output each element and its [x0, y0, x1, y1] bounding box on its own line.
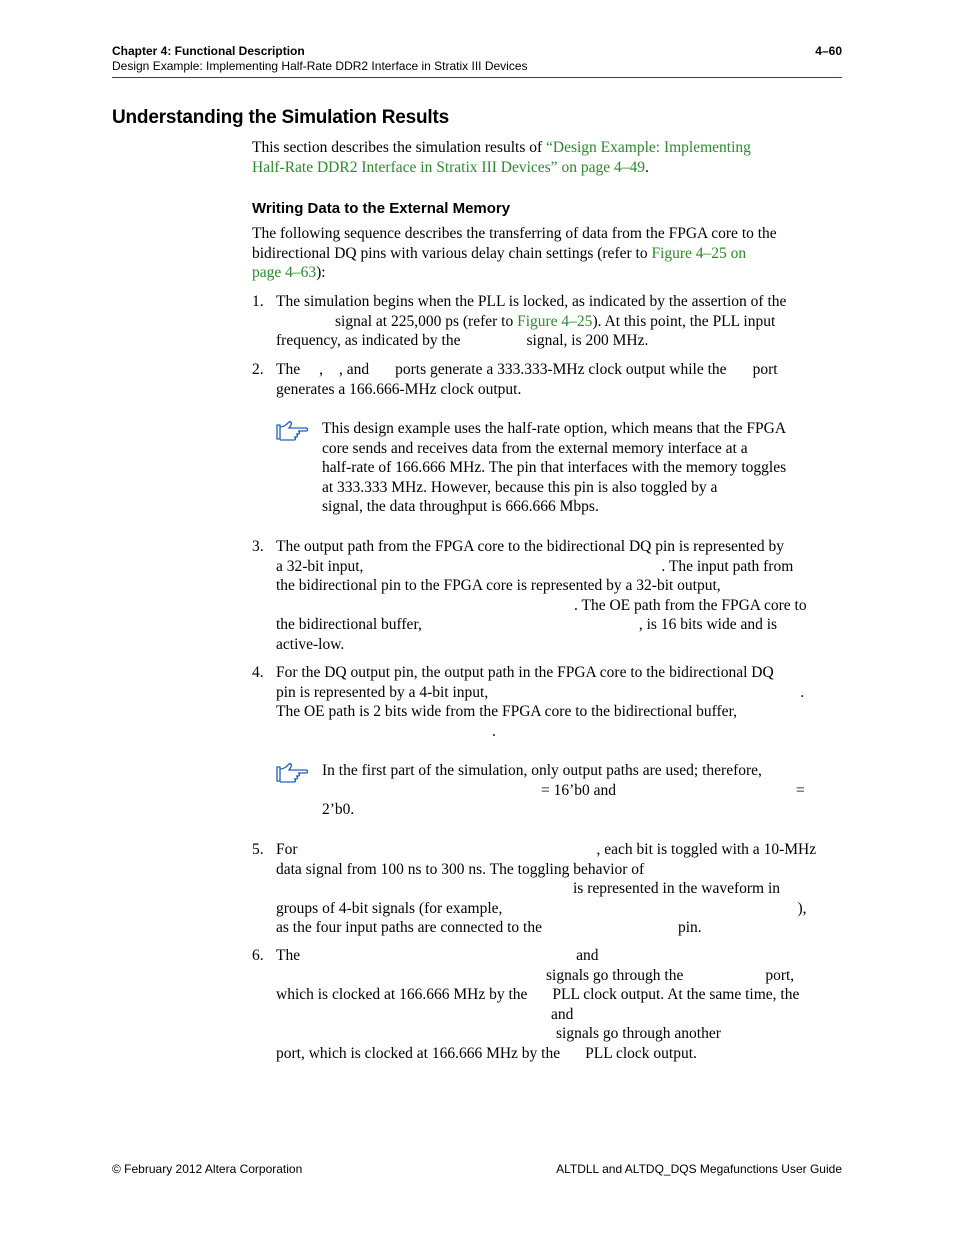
- running-header-subtitle: Design Example: Implementing Half-Rate DDR2 Interface in Stratix III Devices: [112, 59, 528, 73]
- footer-title: ALTDLL and ALTDQ_DQS Megafunctions User Guide: [556, 1162, 842, 1176]
- para-line2: bidirectional DQ pins with various delay chain settings (refer to: [252, 244, 652, 262]
- list-number: 5.: [252, 841, 264, 858]
- item-text: generates a 166.666-MHz clock output.: [276, 380, 522, 398]
- item-text: For the DQ output pin, the output path in the FPGA core to the bidirectional DQ: [276, 664, 774, 681]
- item-text: active-low.: [276, 635, 345, 653]
- item-text: and: [551, 1005, 574, 1023]
- item-text: PLL clock output.: [585, 1044, 697, 1062]
- list-number: 6.: [252, 947, 264, 964]
- list-number: 4.: [252, 664, 264, 681]
- item-text: PLL clock output. At the same time, the: [552, 986, 800, 1004]
- item-text: as the four input paths are connected to the: [276, 919, 542, 937]
- item-text: the bidirectional pin to the FPGA core is represented by a 32-bit output,: [276, 577, 721, 595]
- item-text: pin.: [678, 919, 702, 937]
- item-text: .: [800, 683, 805, 701]
- figure-link[interactable]: Figure 4–25 on: [651, 244, 747, 262]
- item-text: signal, is 200 MHz.: [526, 332, 649, 350]
- note-text: signal, the data throughput is 666.666 Mbps.: [322, 498, 599, 516]
- sequence-paragraph: [252, 224, 842, 283]
- note-text: = 16’b0 and: [541, 781, 617, 799]
- item-text: a 32-bit input,: [276, 557, 364, 575]
- item-text: pin is represented by a 4-bit input,: [276, 683, 489, 701]
- item-text: . The input path from: [661, 557, 794, 575]
- item-text: which is clocked at 166.666 MHz by the: [276, 986, 528, 1004]
- item-text: ),: [797, 899, 807, 917]
- item-text: ports generate a 333.333-MHz clock output while the: [395, 361, 727, 378]
- item-text: The output path from the FPGA core to the bidirectional DQ pin is represented by: [276, 538, 784, 555]
- item-text: . The OE path from the FPGA core to: [574, 596, 807, 614]
- item-text: , and: [338, 361, 370, 378]
- header-rule: [112, 77, 842, 78]
- intro-end: .: [644, 158, 649, 176]
- list-item: [276, 360, 842, 399]
- item-text: is represented in the waveform in: [573, 880, 781, 898]
- page-number: 4–60: [815, 44, 842, 58]
- item-text: frequency, as indicated by the: [276, 332, 461, 350]
- item-text: , is 16 bits wide and is: [638, 616, 778, 634]
- subsection-title: Writing Data to the External Memory: [252, 200, 511, 217]
- page-link[interactable]: page 4–63: [252, 264, 317, 282]
- list-number: 2.: [252, 361, 264, 378]
- note-block: [322, 761, 842, 820]
- note-text: This design example uses the half-rate option, which means that the FPGA: [322, 420, 787, 437]
- item-text: signals go through the: [546, 966, 684, 984]
- list-item: [276, 840, 842, 938]
- item-text: .: [492, 722, 496, 740]
- item-text: port: [752, 361, 778, 378]
- item-text: The simulation begins when the PLL is locked, as indicated by the assertion of the: [276, 293, 787, 310]
- list-item: [276, 663, 842, 741]
- intro-paragraph: [252, 138, 842, 177]
- item-text: , each bit is toggled with a 10-MHz: [596, 841, 817, 858]
- note-block: [322, 419, 842, 517]
- para-end: ):: [316, 264, 326, 282]
- note-text: In the first part of the simulation, only output paths are used; therefore,: [322, 762, 762, 779]
- item-text: the bidirectional buffer,: [276, 616, 422, 634]
- note-text: core sends and receives data from the external memory interface at a: [322, 439, 748, 457]
- list-item: [276, 292, 842, 351]
- item-text: signals go through another: [556, 1025, 721, 1043]
- item-text: ,: [319, 361, 323, 378]
- list-item: [276, 946, 842, 1064]
- footer-copyright: © February 2012 Altera Corporation: [112, 1162, 303, 1176]
- pointing-hand-icon: [276, 762, 310, 784]
- item-text: signal at 225,000 ps (refer to: [335, 312, 518, 330]
- item-text: data signal from 100 ns to 300 ns. The toggling behavior of: [276, 860, 645, 878]
- item-text: and: [576, 947, 599, 964]
- para-line1: The following sequence describes the transferring of data from the FPGA core to the: [252, 225, 777, 242]
- pointing-hand-icon: [276, 420, 310, 442]
- figure-link[interactable]: Figure 4–25: [517, 312, 593, 330]
- note-text: 2’b0.: [322, 801, 355, 819]
- item-text: port,: [765, 966, 795, 984]
- list-item: [276, 537, 842, 655]
- item-text: ). At this point, the PLL input: [592, 312, 776, 330]
- item-text: The: [276, 361, 301, 378]
- section-title: Understanding the Simulation Results: [112, 107, 449, 128]
- item-text: The: [276, 947, 301, 964]
- running-header-chapter: Chapter 4: Functional Description: [112, 44, 305, 58]
- item-text: The OE path is 2 bits wide from the FPGA core to the bidirectional buffer,: [276, 703, 737, 721]
- note-text: at 333.333 MHz. However, because this pin is also toggled by a: [322, 478, 718, 496]
- design-example-link-cont[interactable]: Half-Rate DDR2 Interface in Stratix III Devices” on page 4–49: [252, 158, 645, 176]
- note-text: =: [796, 781, 805, 799]
- list-number: 1.: [252, 293, 264, 310]
- item-text: groups of 4-bit signals (for example,: [276, 899, 503, 917]
- item-text: port, which is clocked at 166.666 MHz by the: [276, 1044, 561, 1062]
- intro-text: This section describes the simulation results of: [252, 139, 547, 156]
- item-text: For: [276, 841, 298, 858]
- note-text: half-rate of 166.666 MHz. The pin that interfaces with the memory toggles: [322, 459, 787, 477]
- design-example-link[interactable]: “Design Example: Implementing: [546, 139, 751, 156]
- list-number: 3.: [252, 538, 264, 555]
